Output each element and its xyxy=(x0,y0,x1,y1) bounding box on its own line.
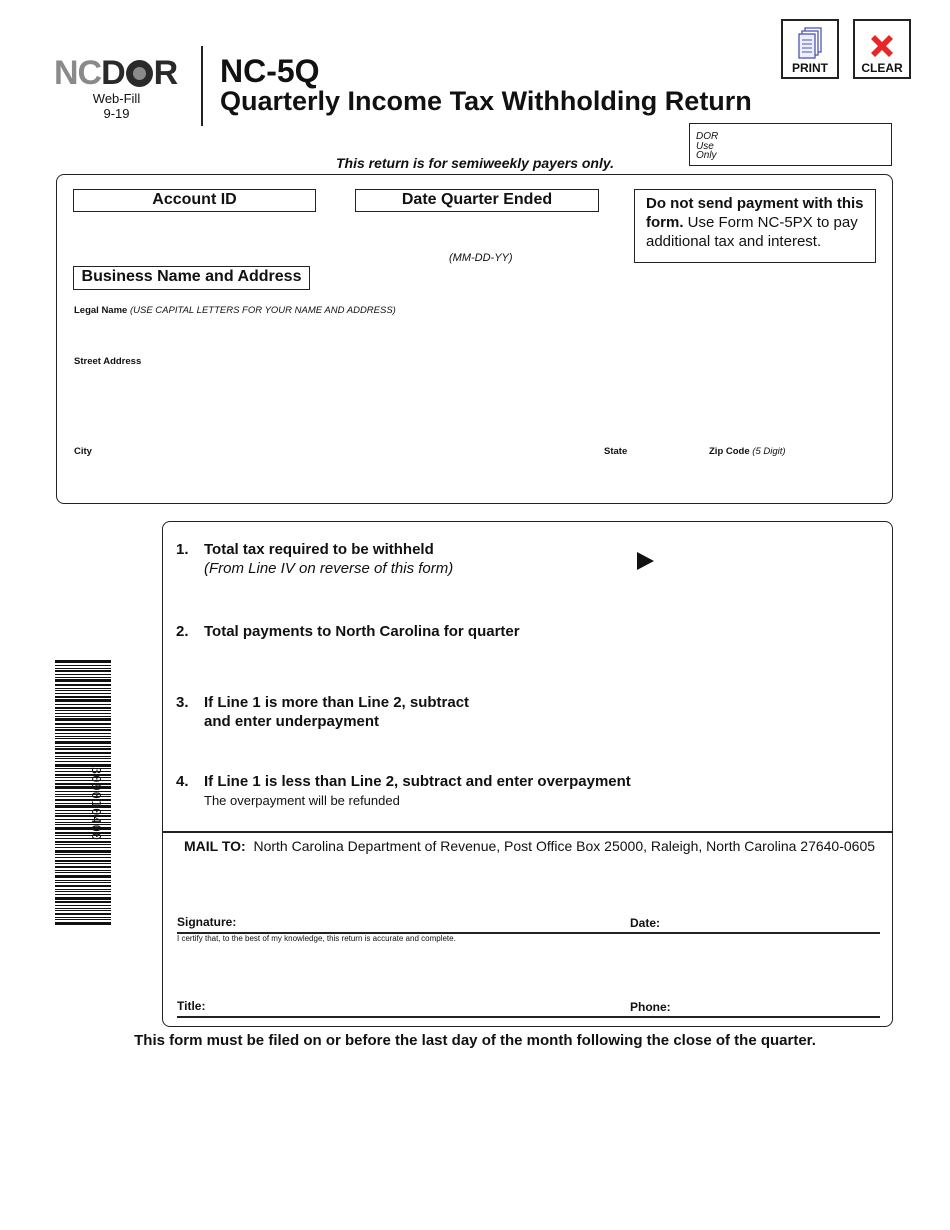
barcode-bar xyxy=(55,684,111,686)
clear-label: CLEAR xyxy=(861,61,903,75)
date-label: Date: xyxy=(630,916,661,930)
barcode-bar xyxy=(55,713,111,714)
barcode-bar xyxy=(55,665,111,666)
barcode-bar xyxy=(55,891,111,892)
barcode-bar xyxy=(55,723,111,725)
barcode-bar xyxy=(55,854,111,855)
barcode-bar xyxy=(55,917,111,918)
title-label: Title: xyxy=(177,999,206,1013)
barcode-bar xyxy=(55,746,111,747)
printer-document-icon xyxy=(796,27,824,61)
barcode-bar xyxy=(55,733,111,734)
barcode-bar xyxy=(55,758,111,759)
barcode-bar xyxy=(55,850,111,853)
logo-mark: NC D R xyxy=(54,54,178,92)
barcode-bar xyxy=(55,699,111,702)
state-label: State xyxy=(604,446,628,457)
barcode-bar xyxy=(55,716,111,717)
barcode-bar xyxy=(55,875,111,878)
barcode-bar xyxy=(55,863,111,864)
barcode-bar xyxy=(55,882,111,883)
barcode-bar xyxy=(55,872,111,873)
form-number: NC-5Q xyxy=(220,53,320,89)
barcode-bar xyxy=(55,860,111,862)
barcode-bar xyxy=(55,880,111,881)
signature-label: Signature: xyxy=(177,915,237,929)
logo-subtitle-2: 9-19 xyxy=(103,106,130,121)
line-1-arrow-icon xyxy=(637,552,654,570)
barcode-bar xyxy=(55,741,111,744)
barcode-bar xyxy=(55,897,111,900)
barcode-bar xyxy=(55,913,111,915)
barcode-bar xyxy=(55,677,111,678)
account-id-label: Account ID xyxy=(73,189,316,212)
barcode-bar xyxy=(55,736,111,737)
barcode-bar xyxy=(55,908,111,909)
city-label: City xyxy=(74,446,92,457)
barcode-bar xyxy=(55,866,111,868)
mail-to: MAIL TO: North Carolina Department of Revenue, Post Office Box 25000, Raleigh, North Carolina 27640-0605 xyxy=(184,838,876,854)
header-divider xyxy=(201,46,203,126)
mail-divider xyxy=(162,831,893,833)
barcode-bar xyxy=(55,752,111,754)
form-title: Quarterly Income Tax Withholding Return xyxy=(220,86,752,116)
barcode-bar xyxy=(55,690,111,691)
barcode-bar xyxy=(55,748,111,750)
barcode-bar xyxy=(55,756,111,757)
red-x-icon xyxy=(867,31,897,61)
barcode-bar xyxy=(55,847,111,848)
barcode-bar xyxy=(55,674,111,675)
barcode-bar xyxy=(55,718,111,721)
filing-deadline-note: This form must be filed on or before the last day of the month following the close of the quarter. xyxy=(134,1032,816,1049)
clear-button[interactable] xyxy=(853,19,911,79)
business-name-address-label: Business Name and Address xyxy=(73,266,310,290)
certification-text: I certify that, to the best of my knowledge, this return is accurate and complete. xyxy=(177,934,456,943)
barcode-bar xyxy=(55,889,111,890)
barcode-bar xyxy=(55,729,111,731)
barcode-number: 309010400 xyxy=(89,767,103,842)
logo-subtitle-1: Web-Fill xyxy=(92,91,141,106)
semiweekly-note: This return is for semiweekly payers only. xyxy=(335,155,615,171)
date-format-hint: (MM-DD-YY) xyxy=(449,252,513,264)
print-button[interactable] xyxy=(781,19,839,79)
zip-code-label: Zip Code (5 Digit) xyxy=(709,446,786,457)
barcode-bar xyxy=(55,894,111,895)
barcode-bar xyxy=(55,660,111,663)
dor-use-only-box: DOR Use Only xyxy=(689,123,892,166)
barcode-bar xyxy=(55,670,111,672)
barcode-bar xyxy=(55,905,111,906)
barcode-bar xyxy=(55,679,111,682)
phone-label: Phone: xyxy=(630,1000,671,1014)
barcode-bar xyxy=(55,919,111,920)
barcode-bar xyxy=(55,727,111,728)
barcode-bar xyxy=(55,710,111,711)
title-line xyxy=(177,1016,880,1018)
payment-notice: Do not send payment with this form. Use Form NC-5PX to pay additional tax and interest. xyxy=(634,189,876,263)
barcode-bar xyxy=(55,910,111,911)
print-label: PRINT xyxy=(792,61,828,75)
barcode-bar xyxy=(55,688,111,689)
barcode-bar xyxy=(55,693,111,694)
barcode-bar xyxy=(55,707,111,709)
barcode-bar xyxy=(55,885,111,887)
barcode-bar xyxy=(55,922,111,925)
ncdor-logo xyxy=(54,56,184,120)
barcode-bar xyxy=(55,668,111,669)
barcode-bar xyxy=(55,857,111,858)
barcode-bar xyxy=(55,704,111,705)
date-quarter-ended-label: Date Quarter Ended xyxy=(355,189,599,212)
barcode-bar xyxy=(55,696,111,698)
barcode-bar xyxy=(55,761,111,762)
barcode-bar xyxy=(55,901,111,903)
legal-name-label: Legal Name (USE CAPITAL LETTERS FOR YOUR NAME AND ADDRESS) xyxy=(74,305,396,316)
barcode-bar xyxy=(55,870,111,871)
barcode-bar xyxy=(55,844,111,845)
barcode-bar xyxy=(55,738,111,739)
street-address-label: Street Address xyxy=(74,356,142,367)
